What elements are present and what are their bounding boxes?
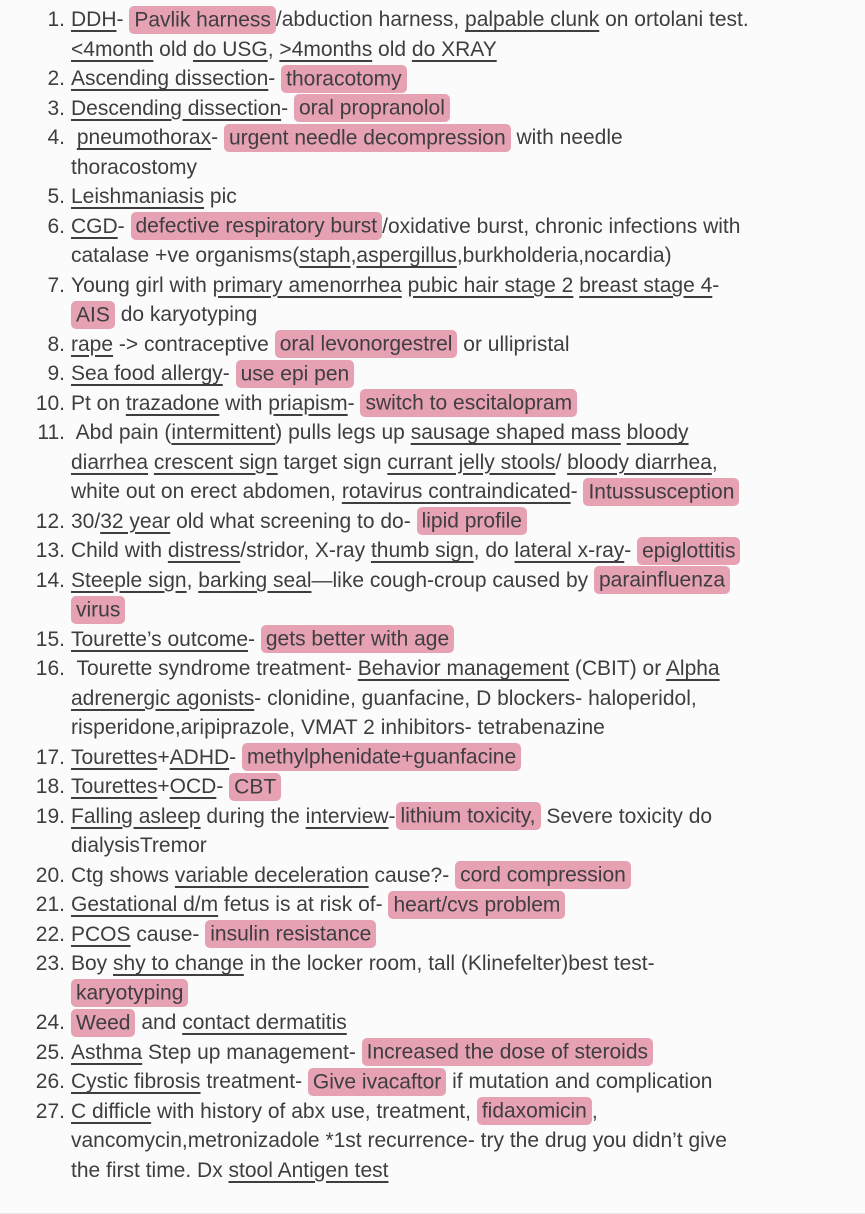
list-item <box>0 94 865 124</box>
list-item-line <box>71 123 865 153</box>
text-segment: - <box>216 775 230 798</box>
text-segment: Young girl with <box>71 273 213 297</box>
underlined-segment: OCD <box>169 775 217 798</box>
list-item-line <box>71 654 865 684</box>
text-segment: with needle <box>510 126 623 149</box>
list-item <box>0 330 865 360</box>
list-item-content <box>71 861 865 891</box>
list-item-line <box>71 625 865 655</box>
list-item-number: 18. <box>35 775 65 798</box>
list-item-content <box>71 743 865 773</box>
highlighted-segment: virus <box>71 596 125 624</box>
list-item-number: 5. <box>47 185 65 208</box>
list-item-number: 26. <box>35 1070 65 1093</box>
text-segment: - <box>712 273 720 297</box>
underlined-segment: ADHD <box>169 745 230 769</box>
text-segment: and <box>135 1011 183 1034</box>
underlined-segment: intermittent <box>171 421 276 444</box>
text-segment: cause- <box>130 922 206 946</box>
list-item <box>0 920 865 950</box>
text-segment: old <box>153 37 194 61</box>
highlighted-segment: urgent needle decompression <box>224 124 511 152</box>
underlined-segment: interview <box>305 804 389 828</box>
underlined-segment: Sea food allergy <box>71 362 223 385</box>
list-item <box>0 654 865 743</box>
list-item-line <box>71 979 865 1009</box>
notes-list <box>0 5 865 1185</box>
text-segment: - clonidine, guanfacine, D blockers- haloperidol, <box>254 686 697 710</box>
text-segment: old <box>372 37 412 61</box>
list-item-number: 1. <box>47 8 65 31</box>
text-segment: - <box>624 539 638 562</box>
underlined-segment: priapism <box>268 391 348 415</box>
underlined-segment: do XRAY <box>411 37 497 61</box>
list-item <box>0 1038 865 1068</box>
list-item-content <box>71 1038 865 1068</box>
underlined-segment: Cystic fibrosis <box>71 1070 201 1093</box>
text-segment: Severe toxicity do <box>540 804 713 828</box>
text-segment: 30/ <box>71 509 101 533</box>
text-segment: , <box>186 568 199 592</box>
text-segment: in the locker room, tall (Klinefelter)best test- <box>243 952 655 975</box>
highlighted-segment: karyotyping <box>71 979 188 1007</box>
list-item-line <box>71 182 865 212</box>
list-item-line <box>71 831 865 861</box>
text-segment: -> contraceptive <box>113 332 275 356</box>
text-segment: Abd pain ( <box>71 421 172 444</box>
text-segment: white out on erect abdomen, <box>71 480 342 503</box>
highlighted-segment: parainfluenza <box>594 566 730 594</box>
list-item-line <box>71 1097 865 1127</box>
list-item <box>0 890 865 920</box>
highlighted-segment: lithium toxicity, <box>396 802 541 830</box>
highlighted-segment: Weed <box>71 1009 135 1037</box>
list-item-content <box>71 359 865 389</box>
text-segment: Ctg shows <box>71 863 175 887</box>
list-item-line <box>71 949 865 979</box>
text-segment: , <box>711 450 718 474</box>
underlined-segment: breast stage 4 <box>579 273 713 297</box>
list-item-line <box>71 536 865 566</box>
list-item <box>0 772 865 802</box>
highlighted-segment: lipid profile <box>417 507 527 535</box>
list-item-content <box>71 64 865 94</box>
text-segment: if mutation and complication <box>446 1070 713 1093</box>
text-segment: /oxidative burst, chronic infections with <box>382 214 741 238</box>
list-item-line <box>71 35 865 65</box>
text-segment: , do <box>473 539 515 562</box>
list-item-line <box>71 271 865 301</box>
list-item-line <box>71 566 865 596</box>
list-item-number: 17. <box>35 745 65 769</box>
text-segment: - <box>248 627 261 651</box>
underlined-segment: Asthma <box>71 1040 143 1064</box>
underlined-segment: stool Antigen test <box>228 1158 389 1182</box>
list-item-content <box>71 94 865 124</box>
list-item <box>0 566 865 625</box>
underlined-segment: contact dermatitis <box>182 1011 347 1034</box>
highlighted-segment: Pavlik harness <box>129 6 276 34</box>
underlined-segment: CGD <box>71 214 118 238</box>
text-segment: dialysisTremor <box>71 834 207 857</box>
text-segment: Child with <box>71 539 168 562</box>
text-segment: , <box>267 37 280 61</box>
list-item <box>0 949 865 1008</box>
highlighted-segment: CBT <box>229 773 281 801</box>
text-segment: catalase +ve organisms( <box>71 244 300 267</box>
text-segment: Boy <box>71 952 114 975</box>
list-item-line <box>71 1008 865 1038</box>
list-item <box>0 5 865 64</box>
list-item <box>0 625 865 655</box>
underlined-segment: Tourettes <box>71 775 158 798</box>
text-segment: or ullipristal <box>457 332 570 356</box>
list-item-number: 15. <box>35 627 65 651</box>
underlined-segment: bloody <box>626 421 689 444</box>
highlighted-segment: Intussusception <box>583 478 739 506</box>
list-item-content <box>71 507 865 537</box>
list-item <box>0 212 865 271</box>
list-item-number: 11. <box>37 421 65 444</box>
underlined-segment: crescent sign <box>153 450 278 474</box>
text-segment: /abduction harness, <box>275 8 466 31</box>
list-item-number: 14. <box>35 568 65 592</box>
underlined-segment: Steeple sign <box>71 568 187 592</box>
list-item-content <box>71 212 865 271</box>
list-item-line <box>71 448 865 478</box>
underlined-segment: barking seal <box>198 568 312 592</box>
list-item-content <box>71 1067 865 1097</box>
list-item-content <box>71 625 865 655</box>
underlined-segment: PCOS <box>71 922 131 946</box>
text-segment: , <box>591 1099 598 1123</box>
underlined-segment: sausage shaped mass <box>410 421 621 444</box>
underlined-segment: do USG <box>193 37 268 61</box>
underlined-segment: >4months <box>279 37 373 61</box>
highlighted-segment: Give ivacaftor <box>308 1068 446 1096</box>
list-item <box>0 861 865 891</box>
highlighted-segment: insulin resistance <box>205 920 376 948</box>
text-segment: - <box>229 745 242 769</box>
text-segment: cause?- <box>368 863 456 887</box>
underlined-segment: Behavior management <box>357 657 570 680</box>
list-item-line <box>71 772 865 802</box>
text-segment: + <box>157 745 170 769</box>
list-item-line <box>71 212 865 242</box>
list-item-line <box>71 1067 865 1097</box>
list-item-line <box>71 359 865 389</box>
list-item <box>0 123 865 182</box>
text-segment: - <box>388 804 396 828</box>
list-item-number: 8. <box>47 332 65 356</box>
underlined-segment: variable deceleration <box>174 863 369 887</box>
list-item-line <box>71 418 865 448</box>
underlined-segment: Gestational d/m <box>71 893 219 916</box>
text-segment: - <box>117 214 131 238</box>
underlined-segment: Descending dissection <box>71 96 282 120</box>
list-item <box>0 1008 865 1038</box>
list-item-content <box>71 920 865 950</box>
underlined-segment: bloody diarrhea <box>567 450 712 474</box>
highlighted-segment: use epi pen <box>236 360 355 388</box>
highlighted-segment: Increased the dose of steroids <box>362 1038 653 1066</box>
list-item-line <box>71 713 865 743</box>
list-item-number: 12. <box>35 509 65 533</box>
list-item-content <box>71 949 865 1008</box>
text-segment: - <box>347 391 361 415</box>
list-item <box>0 271 865 330</box>
underlined-segment: trazadone <box>125 391 220 415</box>
list-item <box>0 743 865 773</box>
list-item <box>0 64 865 94</box>
list-item-line <box>71 94 865 124</box>
underlined-segment: lateral x-ray <box>514 539 625 562</box>
text-segment: on ortolani test. <box>599 8 749 31</box>
list-item <box>0 182 865 212</box>
list-item-number: 24. <box>35 1011 65 1034</box>
text-segment: —like cough-croup caused by <box>311 568 594 592</box>
text-segment: Tourette syndrome treatment- <box>71 657 358 680</box>
list-item-content <box>71 330 865 360</box>
text-segment: pic <box>204 185 237 208</box>
list-item-number: 2. <box>47 67 65 90</box>
list-item-number: 3. <box>47 96 65 120</box>
text-segment: - <box>211 126 224 149</box>
underlined-segment: rape <box>71 332 114 356</box>
list-item-line <box>71 153 865 183</box>
list-item <box>0 802 865 861</box>
underlined-segment: C difficle <box>71 1099 152 1123</box>
underlined-segment: Falling asleep <box>71 804 201 828</box>
text-segment: , <box>350 244 357 267</box>
list-item-number: 16. <box>35 657 65 680</box>
text-segment: fetus is at risk of- <box>218 893 389 916</box>
highlighted-segment: oral levonorgestrel <box>275 330 458 358</box>
text-segment: during the <box>200 804 306 828</box>
list-item-content <box>71 566 865 625</box>
list-item-line <box>71 743 865 773</box>
underlined-segment: diarrhea <box>71 450 149 474</box>
underlined-segment: currant jelly stools <box>387 450 556 474</box>
list-item-line <box>71 241 865 271</box>
list-item-line <box>71 595 865 625</box>
list-item-content <box>71 772 865 802</box>
underlined-segment: pneumothorax <box>76 126 212 149</box>
list-item-line <box>71 330 865 360</box>
list-item-line <box>71 1126 865 1156</box>
list-item-content <box>71 890 865 920</box>
underlined-segment: pubic hair stage 2 <box>407 273 574 297</box>
highlighted-segment: epiglottitis <box>637 537 740 565</box>
underlined-segment: adrenergic agonists <box>71 686 255 710</box>
text-segment: old what screening to do- <box>170 509 417 533</box>
list-item <box>0 359 865 389</box>
underlined-segment: aspergillus <box>356 244 457 267</box>
list-item-number: 22. <box>35 922 65 946</box>
list-item <box>0 507 865 537</box>
list-item-number: 10. <box>35 391 65 415</box>
text-segment: risperidone,aripiprazole, VMAT 2 inhibitors- tetrabenazine <box>71 716 605 739</box>
text-segment: treatment- <box>200 1070 308 1093</box>
list-item-number: 19. <box>35 804 65 828</box>
list-item-number: 13. <box>35 539 65 562</box>
highlighted-segment: gets better with age <box>261 625 454 653</box>
underlined-segment: Leishmaniasis <box>71 185 205 208</box>
list-item-content <box>71 123 865 182</box>
list-item <box>0 418 865 507</box>
text-segment: thoracostomy <box>71 155 198 179</box>
text-segment: Pt on <box>71 391 126 415</box>
highlighted-segment: oral propranolol <box>294 94 450 122</box>
list-item-number: 4. <box>47 126 65 149</box>
list-item <box>0 1067 865 1097</box>
text-segment: /stridor, X-ray <box>240 539 371 562</box>
underlined-segment: Ascending dissection <box>71 67 269 90</box>
text-segment: ) pulls legs up <box>275 421 411 444</box>
list-item-number: 6. <box>47 214 65 238</box>
highlighted-segment: thoracotomy <box>281 65 407 93</box>
text-segment: target sign <box>277 450 388 474</box>
list-item-number: 27. <box>35 1099 65 1123</box>
highlighted-segment: AIS <box>71 301 115 329</box>
text-segment: Step up management- <box>142 1040 362 1064</box>
list-item-line <box>71 389 865 419</box>
list-item-line <box>71 802 865 832</box>
list-item-line <box>71 920 865 950</box>
list-item-line <box>71 684 865 714</box>
list-item-line <box>71 477 865 507</box>
list-item <box>0 389 865 419</box>
text-segment: - <box>222 362 236 385</box>
list-item-content <box>71 271 865 330</box>
text-segment: with <box>219 391 269 415</box>
text-segment: + <box>157 775 170 798</box>
list-item-line <box>71 507 865 537</box>
text-segment: / <box>555 450 568 474</box>
text-segment: (CBIT) or <box>569 657 666 680</box>
list-item-content <box>71 5 865 64</box>
list-item-content <box>71 1097 865 1186</box>
list-item <box>0 1097 865 1186</box>
list-item-line <box>71 300 865 330</box>
list-item-line <box>71 1156 865 1186</box>
list-item-number: 20. <box>35 863 65 887</box>
highlighted-segment: fidaxomicin <box>477 1097 592 1125</box>
list-item-line <box>71 1038 865 1068</box>
text-segment: do karyotyping <box>114 303 258 326</box>
text-segment: - <box>116 8 130 31</box>
highlighted-segment: defective respiratory burst <box>131 212 383 240</box>
underlined-segment: primary amenorrhea <box>212 273 402 297</box>
underlined-segment: staph <box>299 244 351 267</box>
list-item-content <box>71 389 865 419</box>
underlined-segment: thumb sign <box>370 539 474 562</box>
text-segment: ,burkholderia,nocardia) <box>456 244 672 267</box>
underlined-segment: <4month <box>71 37 154 61</box>
underlined-segment: 32 year <box>100 509 171 533</box>
text-segment: - <box>281 96 294 120</box>
text-segment: the first time. Dx <box>71 1158 229 1182</box>
list-item-number: 25. <box>35 1040 65 1064</box>
underlined-segment: DDH <box>71 8 117 31</box>
highlighted-segment: heart/cvs problem <box>388 891 565 919</box>
list-item-number: 9. <box>47 362 65 385</box>
underlined-segment: palpable clunk <box>465 8 600 31</box>
text-segment: - <box>570 480 584 503</box>
list-item-number: 7. <box>47 273 65 297</box>
list-item-line <box>71 861 865 891</box>
text-segment: - <box>268 67 282 90</box>
text-segment: vancomycin,metronizadole *1st recurrence- try the drug you didn’t give <box>71 1129 727 1152</box>
list-item-content <box>71 654 865 743</box>
underlined-segment: Alpha <box>665 657 720 680</box>
list-item-content <box>71 802 865 861</box>
highlighted-segment: switch to escitalopram <box>360 389 577 417</box>
list-item-number: 21. <box>35 893 65 916</box>
list-item-content <box>71 418 865 507</box>
underlined-segment: Tourettes <box>71 745 158 769</box>
list-item-content <box>71 536 865 566</box>
underlined-segment: distress <box>167 539 241 562</box>
highlighted-segment: cord compression <box>455 861 631 889</box>
list-item-content <box>71 182 865 212</box>
list-item <box>0 536 865 566</box>
highlighted-segment: methylphenidate+guanfacine <box>242 743 521 771</box>
text-segment: with history of abx use, treatment, <box>151 1099 477 1123</box>
underlined-segment: shy to change <box>113 952 244 975</box>
list-item-number: 23. <box>35 952 65 975</box>
underlined-segment: Tourette’s outcome <box>71 627 249 651</box>
list-item-line <box>71 5 865 35</box>
list-item-line <box>71 64 865 94</box>
underlined-segment: rotavirus contraindicated <box>341 480 571 503</box>
list-item-content <box>71 1008 865 1038</box>
list-item-line <box>71 890 865 920</box>
